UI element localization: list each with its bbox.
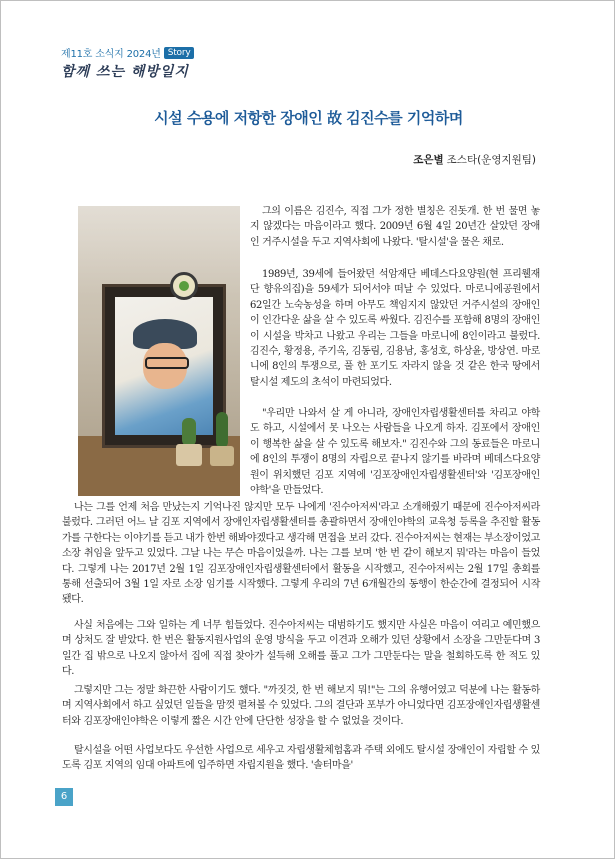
issue-label: 제11호 소식지 2024년 xyxy=(61,49,161,60)
series-title: 함께 쓰는 해방일지 xyxy=(61,64,189,80)
issue-line xyxy=(61,45,194,60)
newsletter-header xyxy=(61,45,194,81)
memorial-photo xyxy=(78,206,240,496)
paragraph-5: 사실 처음에는 그와 일하는 게 너무 힘들었다. 진수아저씨는 대범하기도 했지만 사실은 마음이 여리고 예민했으며 상처도 잘 받았다. 한 번은 활동지원사업의 운영 방식을 두고 이견과 오해가 있던 상황에서 소장을 그만둔다며 3일간 집 밖으로 나오지 않아서 집에 직접 찾아가 설득해 오해를 풀고 그가 그만둔다는 말을 철회하도록 한 적도 있다. xyxy=(62,620,540,678)
byline xyxy=(413,152,536,167)
cactus-icon xyxy=(216,412,228,448)
flower-pot-icon xyxy=(210,446,234,466)
paragraph-1: 그의 이름은 김진수, 직접 그가 정한 별칭은 진돗개. 한 번 물면 놓지 않겠다는 마음이라고 했다. 2009년 6월 4일 20년간 살았던 장애인 거주시설을 두고 지역사회에 나왔다. '탈시설'을 물은 채로. xyxy=(250,206,540,248)
portrait-frame xyxy=(102,284,226,448)
cactus-icon xyxy=(182,418,196,446)
photo-glare xyxy=(78,206,240,296)
glasses-shape xyxy=(145,357,189,369)
paragraph-3: "우리만 나와서 살 게 아니라, 장애인자립생활센터를 차리고 야학도 하고, 시설에서 못 나오는 사람들을 나오게 하자. 김포에서 장애인이 행복한 삶을 살 수 있도록 해보자." 김진수와 그의 동료들은 마로니에 8인의 투쟁이 8명의 자립으로 끝나지 않기를 바라며 베데스다요양원이 위치했던 김포 지역에 '김포장애인자립생활센터'와 '김포장애인야학'을 만들었다. xyxy=(250,408,540,497)
article-title: 시설 수용에 저항한 장애인 故 김진수를 기억하며 xyxy=(154,109,463,127)
story-badge: Story xyxy=(164,47,195,59)
portrait xyxy=(115,297,213,435)
paragraph-2: 1989년, 39세에 들어왔던 석암재단 베데스다요양원(현 프리웰재단 향유의집)을 59세가 되어서야 떠날 수 있었다. 마로니에공원에서 62일간 노숙농성을 하며 아무도 책임지지 않았던 거주시설의 장애인이 인간다운 삶을 살 수 있도록 싸웠다. 김진수를 포함해 8명의 장애인이 시설을 박차고 나왔고 우리는 그들을 마로니에 8인이라고 불렀다. 김진수, 황정용, 주기옥, 김동림, 김용남, 홍성호, 하상윤, 방상연. 마로니에 8인의 투쟁으로, 풀 한 포기도 자라지 않을 것 같은 한국 땅에서 탈시설 제도의 초석이 마련되었다. xyxy=(250,269,540,388)
author-name: 조은별 xyxy=(413,154,444,166)
paragraph-4: 나는 그를 언제 처음 만났는지 기억나진 않지만 모두 나에게 '진수아저씨'라고 소개해줬기 때문에 진수아저씨라 불렀다. 그러던 어느 날 김포 지역에서 장애인자립생활센터를 총괄하면서 장애인야학의 교육청 등록을 추진할 활동가를 구한다는 이야기를 듣고 내가 한번 해봐야겠다고 생각해 면접을 보러 갔다. 진수아저씨는 현재는 부소장이었고 소장 취임을 앞두고 있었다. 그날 나는 무슨 마음이었을까. 나는 그를 보며 '한 번 같이 해보지 뭐'라는 마음이 들었다. 그렇게 나는 2017년 2월 1일 김포장애인자립생활센터에서 활동을 시작했고, 진수아저씨는 2월 17일 총회를 통해 선출되어 3월 1일 자로 소장 임기를 시작했다. 그렇게 우리의 7년 6개월간의 동행이 한순간에 결정되어 시작됐다. xyxy=(62,502,540,606)
page-number: 6 xyxy=(55,788,73,806)
author-role: 조스타(운영지원팀) xyxy=(446,154,536,166)
paragraph-7: 탈시설을 어떤 사업보다도 우선한 사업으로 세우고 자립생활체험홈과 주택 외에도 탈시설 장애인이 자립할 수 있도록 김포 지역의 임대 아파트에 입주하면 자립지원을 했다. '솔터마을' xyxy=(62,745,540,772)
mourning-ribbon-icon xyxy=(170,272,198,300)
paragraph-6: 그렇지만 그는 정말 화끈한 사람이기도 했다. "까짓것, 한 번 해보지 뭐!"는 그의 유행어였고 덕분에 나는 활동하며 지역사회에서 하고 싶었던 일들을 맘껏 펼쳐볼 수 있었다. 그의 결단과 포부가 아니었다면 김포장애인자립생활센터와 김포장애인야학은 이렇게 짧은 시간 안에 단단한 성장을 할 수 없었을 것이다. xyxy=(62,685,540,727)
flower-pot-icon xyxy=(176,444,202,466)
